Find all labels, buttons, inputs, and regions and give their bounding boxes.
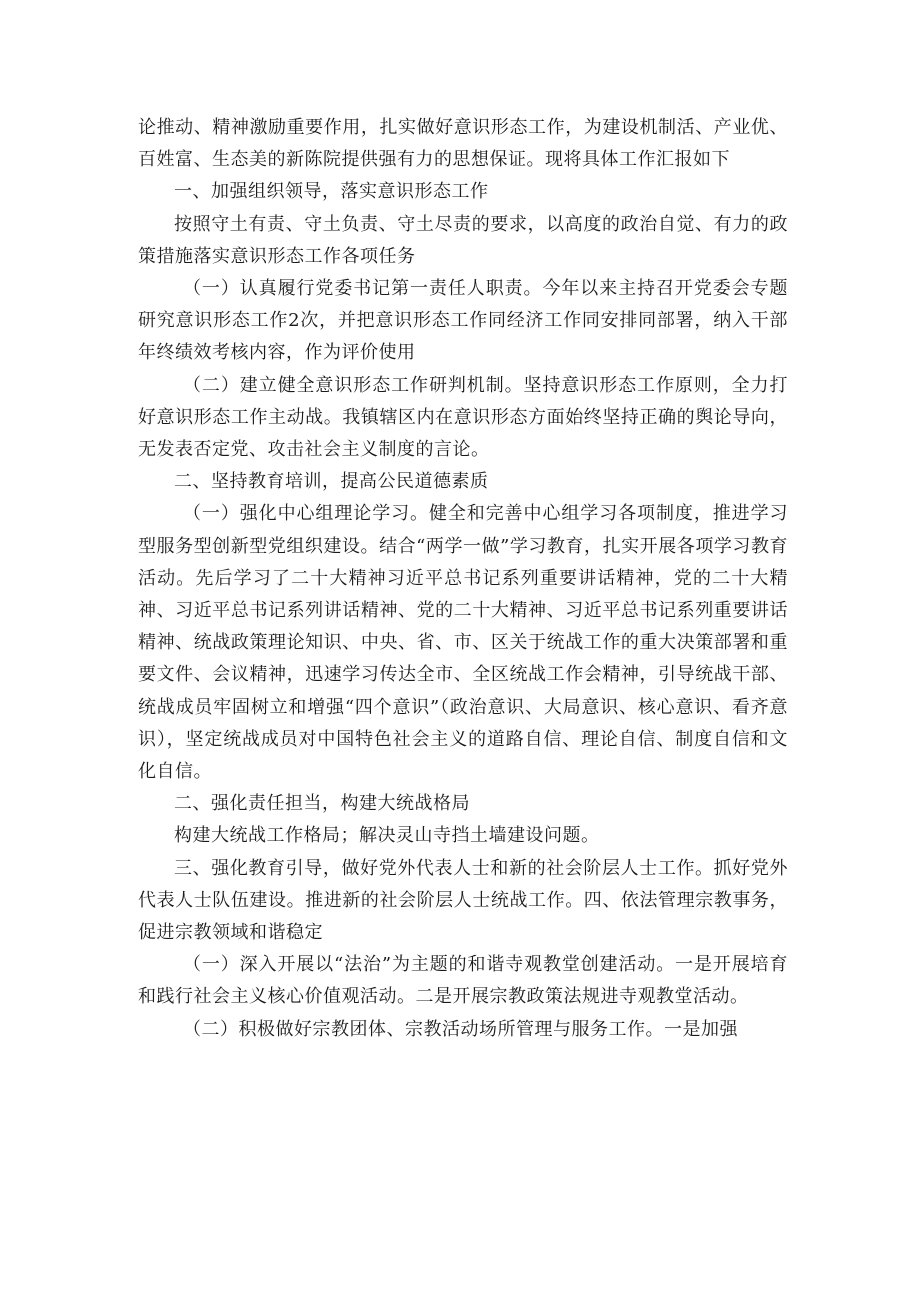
section-heading-1: 一、加强组织领导，落实意识形态工作 — [174, 181, 489, 203]
paragraph-section-1-intro: 按照守土有责、守土负责、守土尽责的要求，以高度的政治自觉、有力的政策措施落实意识形态工作各项任务 — [138, 213, 788, 267]
paragraph-intro: 论推动、精神激励重要作用，扎实做好意识形态工作，为建设机制活、产业优、百姓富、生态美的新陈院提供强有力的思想保证。现将具体工作汇报如下 — [138, 117, 788, 171]
paragraph-section-2-item-1: （一）强化中心组理论学习。健全和完善中心组学习各项制度，推进学习型服务型创新型党组织建设。结合“两学一做”学习教育，扎实开展各项学习教育活动。先后学习了二十大精神习近平总书记系列重要讲话精神，党的二十大精神、习近平总书记系列讲话精神、党的二十大精神、习近平总书记系列重要讲话精神、统战政策理论知识、中央、省、市、区关于统战工作的重大决策部署和重要文件、会议精神，迅速学习传达全市、全区统战工作会精神，引导统战干部、统战成员牢固树立和增强“四个意识”（政治意识、大局意识、核心意识、看齐意识），坚定统战成员对中国特色社会主义的道路自信、理论自信、制度自信和文化自信。 — [138, 503, 788, 783]
paragraph-section-4-item-1: （一）深入开展以“法治”为主题的和谐寺观教堂创建活动。一是开展培育和践行社会主义核心价值观活动。二是开展宗教政策法规进寺观教堂活动。 — [138, 954, 788, 1008]
section-heading-3-4: 三、强化教育引导，做好党外代表人士和新的社会阶层人士工作。抓好党外代表人士队伍建设。推进新的社会阶层人士统战工作。四、依法管理宗教事务，促进宗教领域和谐稳定 — [138, 857, 788, 944]
paragraph-united-front: 构建大统战工作格局；解决灵山寺挡土墙建设问题。 — [174, 825, 600, 847]
paragraph-section-4-item-2: （二）积极做好宗教团体、宗教活动场所管理与服务工作。一是加强 — [183, 1018, 738, 1040]
paragraph-section-1-item-2: （二）建立健全意识形态工作研判机制。坚持意识形态工作原则，全力打好意识形态工作主动战。我镇辖区内在意识形态方面始终坚持正确的舆论导向，无发表否定党、攻击社会主义制度的言论。 — [138, 374, 788, 461]
section-heading-2b: 二、强化责任担当，构建大统战格局 — [174, 793, 470, 815]
paragraph-section-1-item-1: （一）认真履行党委书记第一责任人职责。今年以来主持召开党委会专题研究意识形态工作2次，并把意识形态工作同经济工作同安排同部署，纳入干部年终绩效考核内容，作为评价使用 — [138, 278, 788, 364]
document-body — [138, 112, 788, 1046]
section-heading-2: 二、坚持教育培训，提高公民道德素质 — [174, 471, 489, 493]
